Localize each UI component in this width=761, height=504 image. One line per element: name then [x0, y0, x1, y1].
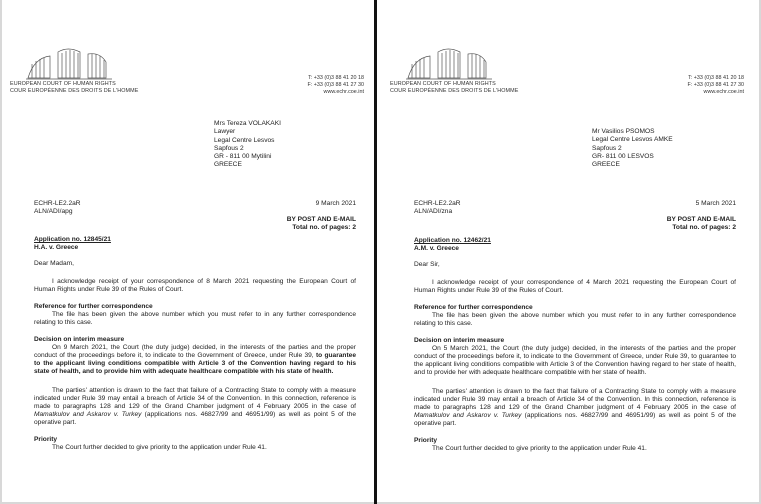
addressee-line: Lawyer [214, 128, 236, 136]
decision-paragraph [34, 344, 356, 377]
letter-date: 5 March 2021 [695, 200, 736, 207]
court-name [390, 81, 518, 94]
letter-page-right [384, 4, 748, 498]
delivery-method: BY POST AND E-MAIL [286, 216, 356, 223]
decision-heading: Decision on interim measure [414, 336, 505, 344]
priority-heading: Priority [34, 435, 58, 443]
fax-number: F: +33 (0)3 88 41 27 30 [307, 81, 364, 88]
phone-number: T: +33 (0)3 88 41 20 18 [688, 75, 744, 81]
addressee-line: Sapfous 2 [214, 144, 244, 152]
court-building-logo [24, 44, 120, 86]
decision-text: On 9 March 2021, the Court (the duty judge) decided, in the interests of the parties and the proper conduct of the proceedings before it, to indicate to the Government of Greece, under Rule 39, [34, 343, 356, 360]
reference-paragraph: The file has been given the above number which you must refer to in any further correspondence relating to this case. [414, 312, 736, 328]
decision-measure: to guarantee to the applicant living conditions compatible with Article 3 of the Convention having regard to his state of health, and to provide him with adequate healthcare compatible with his state of health. [34, 352, 356, 376]
court-name-french: COUR EUROPÉENNE DES DROITS DE L'HOMME [390, 87, 519, 94]
decision-paragraph: On 5 March 2021, the Court (the duty judge) decided, in the interests of the parties and the proper conduct of the proceedings before it, to indicate to the Government of Greece, under Rule 39, to guarantee to the applicant living conditions compatible with Article 3 of the Convention having regard to her state of health, and to provide her with adequate healthcare compatible with her state of health. [414, 344, 736, 377]
addressee-line: GR- 811 00 LESVOS [592, 152, 654, 160]
page-divider [374, 0, 377, 504]
attention-text-end: (applications nos. 46827/99 and 46951/99) as well as point 5 of the operative part. [34, 411, 356, 427]
addressee-line: Mrs Tereza VOLAKAKI [214, 120, 281, 127]
case-citation: Mamatkulov and Askarov v. Turkey [34, 411, 142, 419]
court-name-english: EUROPEAN COURT OF HUMAN RIGHTS [390, 81, 496, 87]
priority-paragraph: The Court further decided to give priority to the application under Rule 41. [52, 443, 267, 451]
case-name: H.A. v. Greece [34, 244, 79, 252]
contact-block [308, 75, 365, 95]
addressee-line: GREECE [214, 161, 242, 169]
viewer-border-left [0, 0, 2, 504]
letter-body [414, 237, 736, 453]
addressee-line: Mr Vasilios PSOMOS [592, 128, 655, 135]
case-citation: Mamatkulov and Askarov v. Turkey [414, 412, 522, 420]
addressee-line: Sapfous 2 [592, 144, 622, 152]
acknowledgement-paragraph: I acknowledge receipt of your correspondence of 8 March 2021 requesting the European Court of Human Rights under Rule 39 of the Rules of Court. [34, 277, 356, 293]
contact-block [688, 75, 745, 95]
attention-text: The parties' attention is drawn to the fact that failure of a Contracting State to comply with a measure indicated under Rule 39 may entail a breach of Article 34 of the Convention. In this connection, reference is made to paragraphs 128 and 129 of the Grand Chamber judgment of 4 February 2005 in the case of [414, 387, 736, 412]
attention-paragraph [414, 388, 736, 429]
file-reference: ECHR-LE2.2aR [34, 200, 81, 207]
court-name-french: COUR EUROPÉENNE DES DROITS DE L'HOMME [10, 87, 139, 94]
reference-block [34, 200, 81, 217]
staff-reference: ALN/ADI/zna [414, 208, 453, 216]
phone-number: T: +33 (0)3 88 41 20 18 [308, 75, 364, 81]
reference-heading: Reference for further correspondence [414, 304, 533, 312]
salutation: Dear Sir, [414, 261, 440, 269]
letter-date: 9 March 2021 [315, 200, 356, 207]
reference-block [414, 200, 461, 217]
page-count: Total no. of pages: 2 [292, 224, 356, 232]
application-number: Application no. 12462/21 [414, 237, 491, 244]
court-name-english: EUROPEAN COURT OF HUMAN RIGHTS [10, 81, 116, 87]
file-reference: ECHR-LE2.2aR [414, 200, 461, 207]
delivery-block [287, 216, 356, 233]
website: www.echr.coe.int [323, 88, 364, 95]
addressee-line: Legal Centre Lesvos AMKE [592, 136, 673, 144]
letter-page-left [4, 4, 368, 498]
court-building-logo [404, 44, 500, 86]
page-count: Total no. of pages: 2 [672, 224, 736, 232]
fax-number: F: +33 (0)3 88 41 27 30 [687, 81, 744, 88]
addressee-line: Legal Centre Lesvos [214, 136, 275, 144]
decision-heading: Decision on interim measure [34, 335, 125, 343]
case-name: A.M. v. Greece [414, 245, 459, 253]
delivery-block [667, 216, 736, 233]
delivery-method: BY POST AND E-MAIL [666, 216, 736, 223]
court-name [10, 81, 138, 94]
website: www.echr.coe.int [703, 88, 744, 95]
staff-reference: ALN/ADI/apg [34, 208, 73, 216]
addressee-line: GR - 811 00 Mytilini [214, 153, 272, 161]
acknowledgement-paragraph: I acknowledge receipt of your correspondence of 4 March 2021 requesting the European Court of Human Rights under Rule 39 of the Rules of Court. [414, 278, 736, 294]
attention-paragraph [34, 387, 356, 428]
application-number: Application no. 12845/21 [34, 236, 111, 243]
reference-heading: Reference for further correspondence [34, 303, 153, 311]
addressee-block [214, 120, 281, 170]
attention-text-end: (applications nos. 46827/99 and 46951/99) as well as point 5 of the operative part. [414, 412, 736, 428]
attention-text: The parties' attention is drawn to the fact that failure of a Contracting State to comply with a measure indicated under Rule 39 may entail a breach of Article 34 of the Convention. In this connection, reference is made to paragraphs 128 and 129 of the Grand Chamber judgment of 4 February 2005 in the case of [34, 386, 356, 411]
priority-paragraph: The Court further decided to give priority to the application under Rule 41. [432, 444, 647, 452]
letter-body [34, 236, 356, 452]
addressee-line: GREECE [592, 161, 620, 169]
reference-paragraph: The file has been given the above number which you must refer to in any further correspondence relating to this case. [34, 311, 356, 327]
priority-heading: Priority [414, 436, 438, 444]
addressee-block [592, 128, 673, 169]
salutation: Dear Madam, [34, 260, 74, 268]
